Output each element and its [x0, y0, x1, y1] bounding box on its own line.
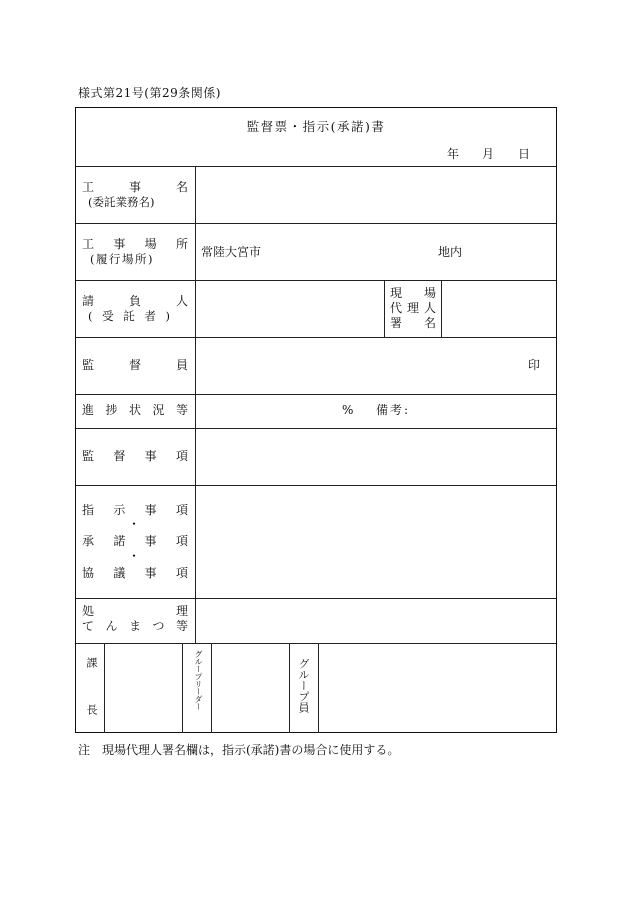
- section-chief-seal-box[interactable]: [104, 643, 180, 731]
- spread-label: [390, 287, 436, 299]
- agent-signature-field[interactable]: [442, 281, 556, 336]
- spread-label: [82, 567, 188, 579]
- work-location-suffix: 地内: [438, 245, 463, 259]
- label-char: 場: [144, 237, 157, 251]
- label-char: 示: [113, 503, 126, 517]
- contractor-sublabel: [88, 311, 170, 323]
- label-char: 理: [175, 604, 188, 618]
- label-char: 員: [175, 358, 188, 372]
- label-char: 工: [82, 237, 95, 251]
- label-char: 督: [113, 449, 126, 463]
- agent-column-divider: [384, 280, 385, 337]
- work-name-label: [82, 181, 188, 193]
- agent-label-2: [390, 302, 436, 314]
- label-char: ): [165, 309, 170, 323]
- label-char: 督: [128, 358, 141, 372]
- work-name-field[interactable]: [196, 166, 556, 222]
- group-member-seal-box[interactable]: [318, 643, 554, 731]
- spread-label: [82, 359, 188, 371]
- label-char: 負: [128, 294, 141, 308]
- label-char: 場: [423, 286, 436, 300]
- group-leader-seal-box[interactable]: [211, 643, 287, 731]
- row-divider: [76, 223, 556, 224]
- supervisor-label: [82, 359, 188, 371]
- label-char: 指: [82, 503, 95, 517]
- row-divider: [76, 394, 556, 395]
- row-divider: [76, 428, 556, 429]
- label-char: 請: [82, 294, 95, 308]
- label-char: 名: [423, 316, 436, 330]
- label-char: 事: [113, 237, 126, 251]
- work-name-sublabel: (委託業務名): [88, 195, 155, 209]
- label-char: 諾: [113, 534, 126, 548]
- label-char: 工: [82, 180, 95, 194]
- label-char: 等: [175, 403, 188, 417]
- row-divider: [76, 598, 556, 599]
- label-char: つ: [152, 619, 165, 633]
- label-char: 人: [423, 301, 436, 315]
- approval-divider: [289, 643, 290, 733]
- instruction-dot: ・: [128, 549, 141, 563]
- spread-label: [82, 295, 188, 307]
- label-char: て: [82, 619, 95, 633]
- label-char: 項: [175, 503, 188, 517]
- agent-label-1: [390, 287, 436, 299]
- label-char: 人: [175, 294, 188, 308]
- disposal-sublabel: [82, 620, 188, 632]
- spread-label: [82, 404, 188, 416]
- label-char: ん: [105, 619, 118, 633]
- date-month-label: 月: [482, 147, 495, 161]
- progress-label: [82, 404, 188, 416]
- instruction-dot: ・: [128, 517, 141, 531]
- date-day-label: 日: [518, 147, 531, 161]
- label-char: 理: [406, 301, 419, 315]
- spread-label: [390, 317, 436, 329]
- row-divider: [76, 337, 556, 338]
- row-divider: [76, 485, 556, 486]
- group-member-label: グループ員: [297, 658, 310, 713]
- label-char: 代: [390, 301, 403, 315]
- spread-label: [82, 181, 188, 193]
- label-char: 況: [152, 403, 165, 417]
- agent-label-3: [390, 317, 436, 329]
- label-char: 事: [144, 503, 157, 517]
- progress-percent-unit: %: [342, 403, 354, 417]
- contractor-label: [82, 295, 188, 307]
- label-char: (: [88, 309, 93, 323]
- group-leader-label: グループリーダー: [194, 650, 203, 710]
- work-location-label: [82, 238, 188, 250]
- section-chief-label: 課長: [85, 657, 98, 751]
- approval-items-label: [82, 535, 188, 547]
- label-char: 所: [175, 237, 188, 251]
- label-char: 等: [175, 619, 188, 633]
- instruction-label: [82, 504, 188, 516]
- label-column-divider: [195, 166, 196, 643]
- label-char: 名: [175, 180, 188, 194]
- label-char: 者: [144, 309, 156, 323]
- work-location-city: 常陸大宮市: [201, 245, 262, 259]
- seal-label: 印: [528, 358, 541, 372]
- label-char: 受: [102, 309, 114, 323]
- spread-label: [82, 535, 188, 547]
- label-char: 項: [175, 449, 188, 463]
- spread-label: [82, 620, 188, 632]
- date-year-label: 年: [447, 147, 460, 161]
- remarks-label: 備考:: [376, 403, 411, 417]
- label-char: 状: [128, 403, 141, 417]
- label-char: 処: [82, 604, 95, 618]
- label-char: 捗: [105, 403, 118, 417]
- label-char: 署: [390, 316, 403, 330]
- form-title: 監督票・指示(承諾)書: [246, 119, 386, 134]
- label-char: 事: [144, 534, 157, 548]
- label-char: 項: [175, 534, 188, 548]
- supervision-items-label: [82, 450, 188, 462]
- spread-label: [82, 450, 188, 462]
- label-char: ま: [128, 619, 141, 633]
- label-char: 事: [128, 180, 141, 194]
- label-char: 託: [123, 309, 135, 323]
- disposal-label: [82, 605, 188, 617]
- consultation-items-label: [82, 567, 188, 579]
- label-char: 監: [82, 449, 95, 463]
- label-char: 議: [113, 566, 126, 580]
- label-char: 現: [390, 286, 403, 300]
- label-char: 監: [82, 358, 95, 372]
- label-char: 進: [82, 403, 95, 417]
- label-char: 承: [82, 534, 95, 548]
- work-location-sublabel: (履行場所): [90, 252, 154, 266]
- label-char: 事: [144, 566, 157, 580]
- label-char: 項: [175, 566, 188, 580]
- footnote: 注 現場代理人署名欄は，指示(承諾)書の場合に使用する。: [78, 743, 400, 757]
- form-number: 様式第21号(第29条関係): [78, 86, 221, 100]
- spread-label: [82, 504, 188, 516]
- label-char: 協: [82, 566, 95, 580]
- label-char: 事: [144, 449, 157, 463]
- spread-label: [82, 238, 188, 250]
- approval-divider: [182, 643, 183, 733]
- spread-label: [82, 605, 188, 617]
- spread-label: [390, 302, 436, 314]
